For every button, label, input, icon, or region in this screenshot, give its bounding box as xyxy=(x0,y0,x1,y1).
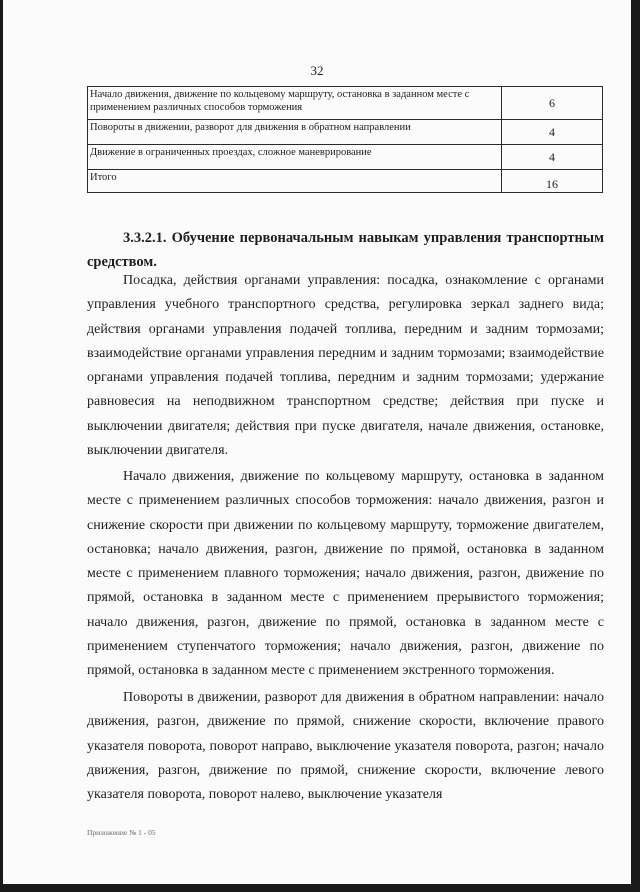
paragraph: Начало движения, движение по кольцевому маршруту, остановка в заданном месте с применением различных способов торможения: начало движения, разгон и снижение скорости при движении по кольцевому маршруту, торможение двигателем, остановка; начало движения, разгон, движение по прямой, остановка в заданном месте с применением плавного торможения; начало движения, разгон, движение по прямой, остановка в заданном месте с применением прерывистого торможения; начало движения, разгон, движение по прямой, остановка в заданном месте с применением ступенчатого торможения; начало движения, разгон, движение по прямой, остановка в заданном месте с применением экстренного торможения. xyxy=(87,469,604,679)
table-cell-topic: Повороты в движении, разворот для движения в обратном направлении xyxy=(88,120,502,145)
table-cell-topic: Начало движения, движение по кольцевому маршруту, остановка в заданном месте с применением различных способов торможения xyxy=(88,87,502,120)
paragraph: Посадка, действия органами управления: посадка, ознакомление с органами управления учебного транспортного средства, регулировка зеркал заднего вида; действия органами управления подачей топлива, передним и задним тормозами; взаимодействие органами управления передним и задним тормозами; взаимодействие органами управления подачей топлива, передним и задним тормозами; удержание равновесия на неподвижном транспортном средстве; действия при пуске и выключении двигателя; действия при пуске двигателя, начале движения, остановке, выключении двигателя. xyxy=(87,273,604,459)
page-number: 32 xyxy=(310,63,324,78)
table-cell-hours: 4 xyxy=(502,120,603,145)
table-row xyxy=(88,120,603,145)
page-footer: Приложение № 1 - 05 xyxy=(87,828,156,837)
hours-table xyxy=(87,86,603,193)
table-cell-hours: 16 xyxy=(502,170,603,193)
table-cell-hours: 6 xyxy=(502,87,603,120)
section-heading: 3.3.2.1. Обучение первоначальным навыкам управления транспортным средством. xyxy=(87,230,604,270)
paragraph: Повороты в движении, разворот для движения в обратном направлении: начало движения, разгон, движение по прямой, снижение скорости, включение правого указателя поворота, поворот направо, выключение указателя поворота, разгон; начало движения, разгон, движение по прямой, снижение скорости, включение левого указателя поворота, поворот налево, выключение указателя xyxy=(87,690,604,803)
table-cell-hours: 4 xyxy=(502,145,603,170)
table-cell-topic: Движение в ограниченных проездах, сложное маневрирование xyxy=(88,145,502,170)
table-row xyxy=(88,170,603,193)
document-page xyxy=(3,0,631,884)
table-cell-topic: Итого xyxy=(88,170,502,193)
table-row xyxy=(88,87,603,120)
table-row xyxy=(88,145,603,170)
